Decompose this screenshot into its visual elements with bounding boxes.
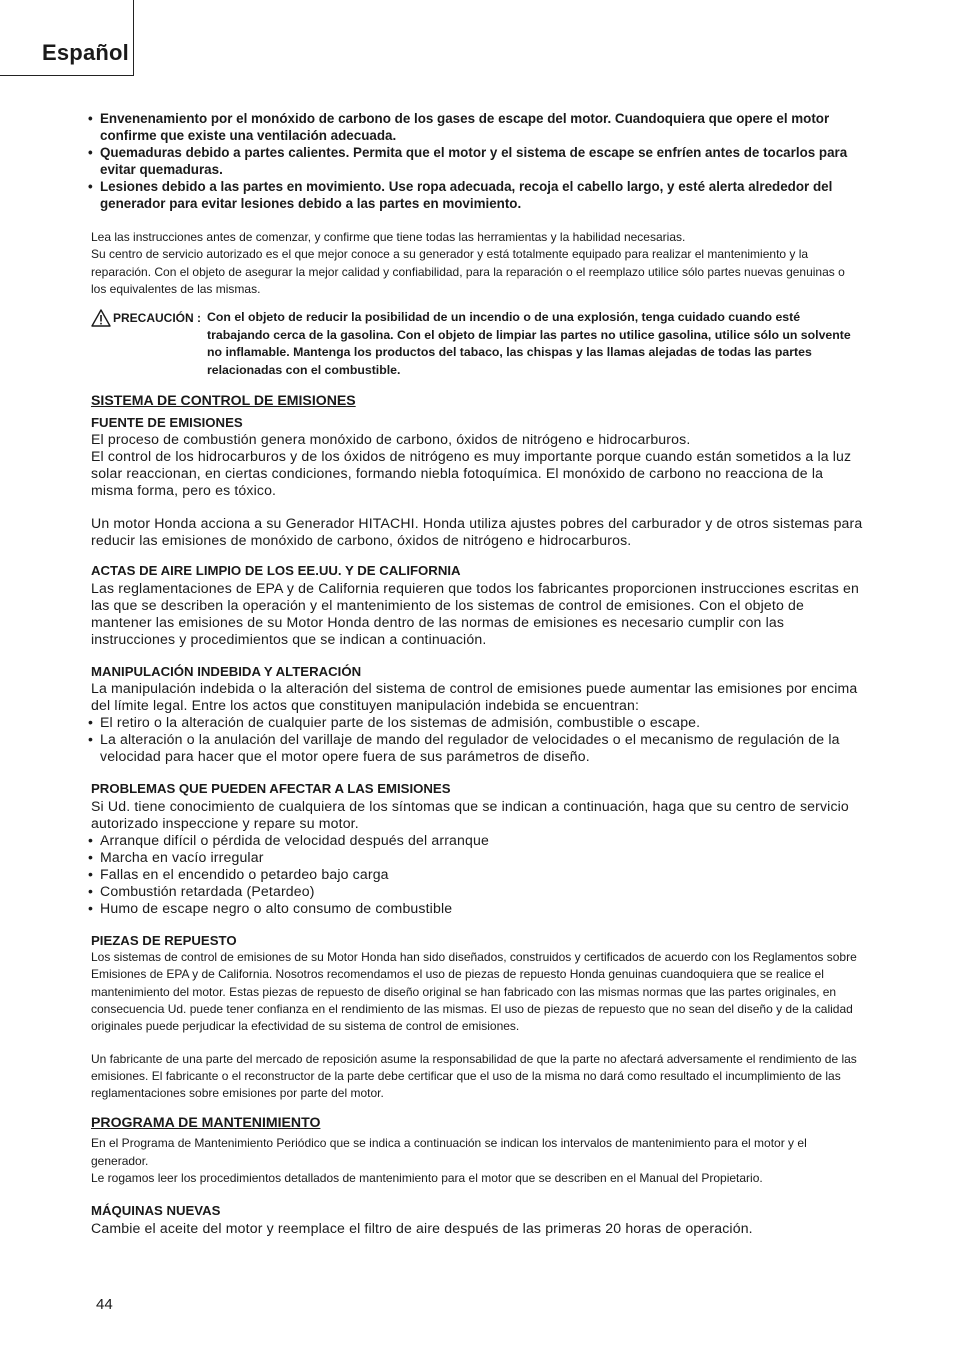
page-content <box>91 110 863 1237</box>
new-machines-title: MÁQUINAS NUEVAS <box>91 1203 221 1219</box>
list-item: • El retiro o la alteración de cualquier parte de los sistemas de admisión, combustible o escape. <box>91 714 863 731</box>
caution-label-text: PRECAUCIÓN : <box>113 311 202 326</box>
paragraph: Le rogamos leer los procedimientos detallados de mantenimiento para el motor que se describen en el Manual del Propietario. <box>91 1171 763 1186</box>
warning-triangle-icon <box>91 309 111 327</box>
tampering-title: MANIPULACIÓN INDEBIDA Y ALTERACIÓN <box>91 663 362 679</box>
paragraph: En el Programa de Mantenimiento Periódico que se indica a continuación se indican los intervalos de mantenimiento para el motor y el generador. <box>91 1136 807 1168</box>
emissions-heading: SISTEMA DE CONTROL DE EMISIONES <box>91 391 356 408</box>
intro-paragraph: Su centro de servicio autorizado es el que mejor conoce a su generador y está totalmente equipado para realizar el mantenimiento y la reparación. Con el objeto de asegurar la mejor calidad y confiabilidad, para la reparación o el reemplazo utilice sólo partes nuevas genuinas o los equivalentes de las mismas. <box>91 247 845 296</box>
list-item: • La alteración o la anulación del varillaje de mando del regulador de velocidades o el mecanismo de regulación de la velocidad para hacer que el motor opere fuera de sus parámetros de diseño. <box>91 731 863 765</box>
language-tab <box>0 0 134 76</box>
intro-text <box>91 229 863 298</box>
emissions-source-title: FUENTE DE EMISIONES <box>91 414 243 430</box>
warning-list <box>91 110 863 212</box>
intro-paragraph: Lea las instrucciones antes de comenzar, y confirme que tiene todas las herramientas y la habilidad necesarias. <box>91 230 686 244</box>
parts-title: PIEZAS DE REPUESTO <box>91 932 237 948</box>
warning-item: • Envenenamiento por el monóxido de carbono de los gases de escape del motor. Cuandoquiera que opere el motor confirme que existe una ventilación adecuada. <box>91 110 863 144</box>
paragraph: La manipulación indebida o la alteración del sistema de control de emisiones puede aumentar las emisiones por encima del límite legal. Entre los actos que constituyen manipulación indebida se encuentran: <box>91 680 858 714</box>
clean-air-title: ACTAS DE AIRE LIMPIO DE LOS EE.UU. Y DE CALIFORNIA <box>91 563 461 579</box>
warning-item: • Quemaduras debido a partes calientes. Permita que el motor y el sistema de escape se enfríen antes de tocarlos para evitar quemaduras. <box>91 144 863 178</box>
caution-label <box>91 309 201 327</box>
paragraph: Los sistemas de control de emisiones de su Motor Honda han sido diseñados, construidos y certificados de acuerdo con los Reglamentos sobre Emisiones de EPA y de California. Nosotros recomendamos el uso de piezas de repuesto Honda genuinas cuandoquiera que se realice el mantenimiento del motor. Estas piezas de repuesto de diseño original se han fabricado con las mismas normas que las partes originales, en consecuencia Ud. puede tener confianza en el rendimiento de las mismas. El uso de piezas de repuesto que no sean del diseño y de la calidad originales puede perjudicar la efectividad de su sistema de control de emisiones. <box>91 950 857 1034</box>
paragraph: Un fabricante de una parte del mercado de reposición asume la responsabilidad de que la parte no afectará adversamente el rendimiento de las emisiones. El fabricante o el reconstructor de la parte debe certificar que el uso de la misma no dará como resultado el incumplimiento de las reglamentaciones sobre emisiones por parte del motor. <box>91 1051 857 1101</box>
list-item: • Marcha en vacío irregular <box>91 849 863 866</box>
paragraph: Un motor Honda acciona a su Generador HITACHI. Honda utiliza ajustes pobres del carburador y de otros sistemas para reducir las emisiones de monóxido de carbono, óxidos de nitrógeno e hidrocarburos. <box>91 515 863 549</box>
caution-text: Con el objeto de reducir la posibilidad de un incendio o de una explosión, tenga cuidado cuando esté trabajando cerca de la gasolina. Con el objeto de limpiar las partes no utilice gasolina, utilice sólo un solvente no inflamable. Mantenga los productos del tabaco, las chispas y las llamas alejadas de todas las partes relacionadas con el combustible. <box>207 310 851 377</box>
warning-item: • Lesiones debido a las partes en movimiento. Use ropa adecuada, recoja el cabello largo, y esté alerta alrededor del generador para evitar lesiones debido a las partes en movimiento. <box>91 178 863 212</box>
paragraph: Las reglamentaciones de EPA y de California requieren que todos los fabricantes proporcionen instrucciones escritas en las que se describen la operación y el mantenimiento de los sistemas de control de emisiones. Con el objeto de mantener las emisiones de su Motor Honda dentro de las normas de emisiones es necesario cumplir con las instrucciones y procedimientos que se indican a continuación. <box>91 579 859 647</box>
list-item: • Combustión retardada (Petardeo) <box>91 883 863 900</box>
problems-title: PROBLEMAS QUE PUEDEN AFECTAR A LAS EMISIONES <box>91 781 451 797</box>
language-label: Español <box>42 40 129 65</box>
page-number: 44 <box>96 1296 113 1313</box>
caution-block <box>91 309 863 379</box>
paragraph: El control de los hidrocarburos y de los óxidos de nitrógeno es muy importante porque cuando están sometidos a la luz solar reaccionan, en ciertas condiciones, formando niebla fotoquímica. El monóxido de carbono no reacciona de la misma forma, pero es tóxico. <box>91 448 852 499</box>
paragraph: Si Ud. tiene conocimiento de cualquiera de los síntomas que se indican a continuación, haga que su centro de servicio autorizado inspeccione y repare su motor. <box>91 797 849 831</box>
list-item: • Humo de escape negro o alto consumo de combustible <box>91 900 863 917</box>
paragraph: El proceso de combustión genera monóxido de carbono, óxidos de nitrógeno e hidrocarburos. <box>91 431 691 448</box>
list-item: • Arranque difícil o pérdida de velocidad después del arranque <box>91 832 863 849</box>
paragraph: Cambie el aceite del motor y reemplace el filtro de aire después de las primeras 20 horas de operación. <box>91 1219 753 1236</box>
maintenance-heading: PROGRAMA DE MANTENIMIENTO <box>91 1114 321 1131</box>
list-item: • Fallas en el encendido o petardeo bajo carga <box>91 866 863 883</box>
